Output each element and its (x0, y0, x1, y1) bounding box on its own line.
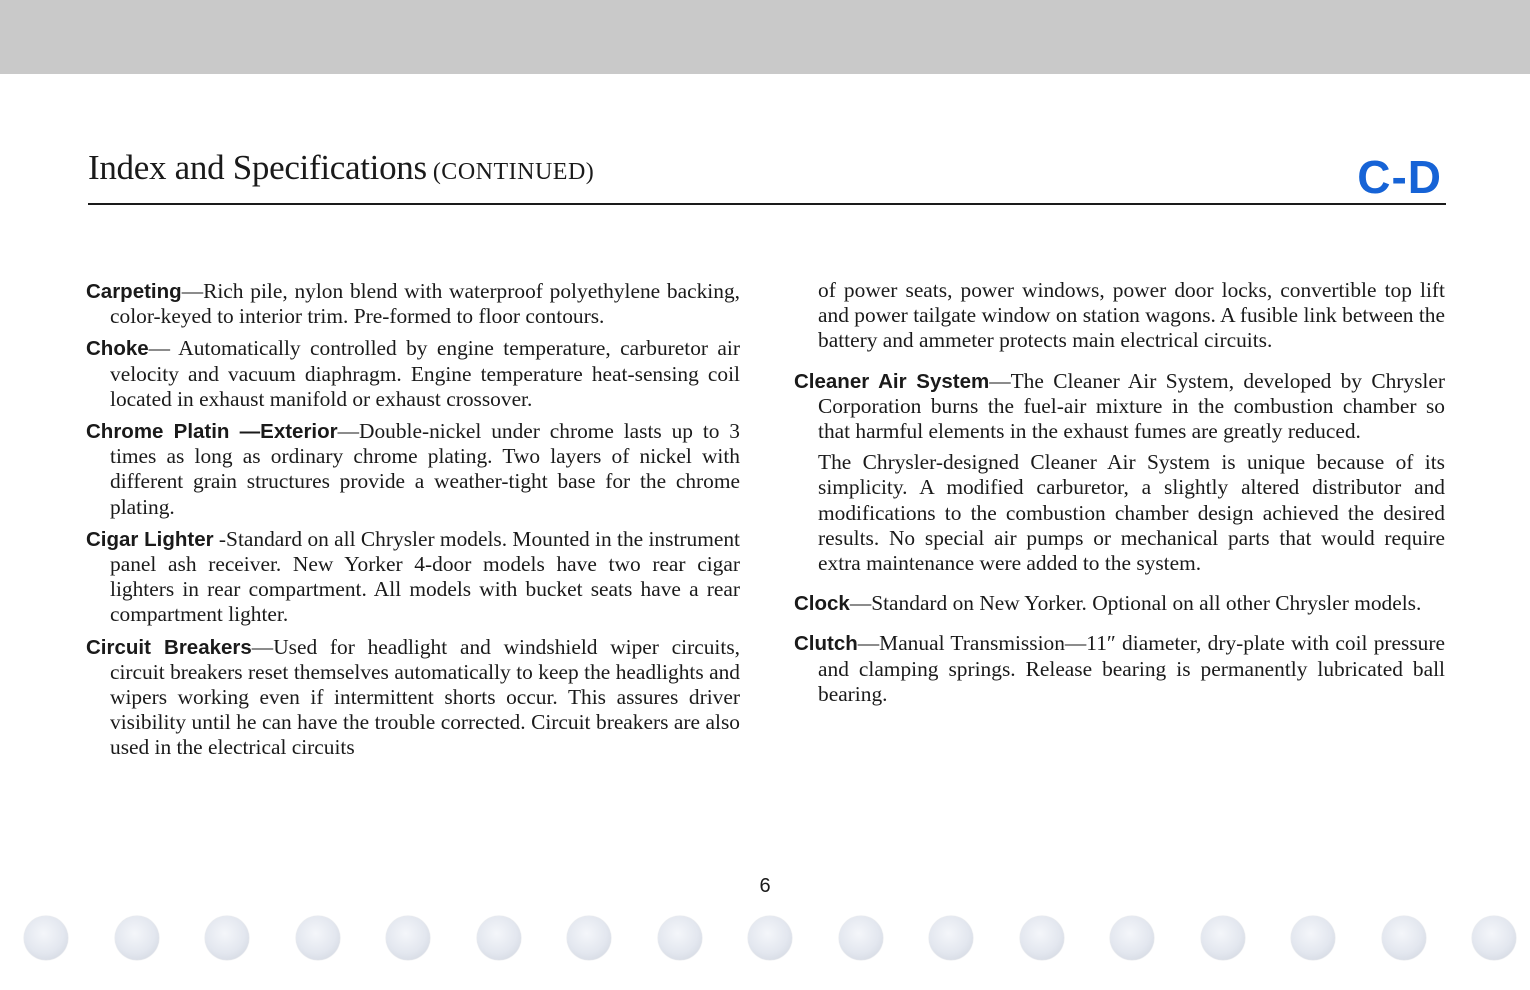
entry-term: Chrome Platin —Exterior (86, 420, 338, 444)
binder-hole (748, 916, 792, 960)
right-column (794, 278, 1445, 714)
entry-text: —Standard on New Yorker. Optional on all other Chrysler models. (849, 591, 1422, 616)
entry-term: Circuit Breakers (86, 635, 252, 659)
title-subtitle: (CONTINUED) (432, 159, 595, 185)
page-number: 6 (759, 875, 771, 897)
entry-term: Clock (794, 592, 850, 616)
binder-hole (24, 916, 68, 960)
page-title (88, 148, 594, 188)
binder-hole (567, 916, 611, 960)
binder-hole (1020, 916, 1064, 960)
entry-paragraph: The Chrysler-designed Cleaner Air System is unique because of its simplicity. A modified carburetor, a slightly altered distributor and modifications to the combustion chamber design achieved the desired results. No special air pumps or mechanical parts that would require extra maintenance were added to the system. (818, 450, 1445, 576)
entry-text: —Manual Transmission—11″ diameter, dry-plate with coil pressure and clamping springs. Release bearing is permanently lubricated ball bearing. (818, 631, 1445, 706)
entry-cleaner-air-system (794, 369, 1445, 445)
entry-text: —Used for headlight and windshield wiper circuits, circuit breakers reset themselves automatically to keep the headlights and wipers working even if intermittent shorts occur. This assures driver visibility until he can have the trouble corrected. Circuit breakers are also used in the electrical circuits (110, 634, 740, 760)
entry-text: —Rich pile, nylon blend with waterproof polyethylene backing, color-keyed to interior trim. Pre-formed to floor contours. (110, 279, 740, 329)
entry-term: Cigar Lighter (86, 527, 214, 551)
binder-hole (1382, 916, 1426, 960)
entry-continuation: of power seats, power windows, power door locks, convertible top lift and power tailgate window on station wagons. A fusible link between the battery and ammeter protects main electrical circuits. (818, 278, 1445, 353)
title-text: Index and Specifications (88, 148, 427, 187)
binder-hole (1110, 916, 1154, 960)
binder-hole (1291, 916, 1335, 960)
entry-term: Choke (86, 337, 149, 361)
binder-hole (658, 916, 702, 960)
header-rule (88, 203, 1446, 205)
section-code: C-D (1357, 151, 1442, 203)
entry-circuit-breakers (86, 635, 740, 761)
binder-hole (1201, 916, 1245, 960)
binder-hole (386, 916, 430, 960)
left-column (86, 279, 740, 768)
binder-hole (839, 916, 883, 960)
entry-clock (794, 591, 1445, 616)
binder-holes (0, 916, 1530, 964)
entry-term: Clutch (794, 632, 858, 656)
entry-carpeting (86, 279, 740, 329)
entry-clutch (794, 631, 1445, 707)
binder-hole (929, 916, 973, 960)
entry-choke (86, 336, 740, 412)
entry-text: —Double-nickel under chrome lasts up to 3 times as long as ordinary chrome plating. Two layers of nickel with different grain structures provide a weather-tight base for the chrome plating. (110, 419, 740, 519)
binder-hole (115, 916, 159, 960)
binder-hole (1472, 916, 1516, 960)
entry-term: Cleaner Air System (794, 369, 990, 393)
entry-text: — Automatically controlled by engine temperature, carburetor air velocity and vacuum diaphragm. Engine temperature heat-sensing coil located in exhaust manifold or exhaust crossover. (110, 336, 740, 411)
entry-text: —The Cleaner Air System, developed by Chrysler Corporation burns the fuel-air mixture in the combustion chamber so that harmful elements in the exhaust fumes are greatly reduced. (818, 368, 1445, 444)
entry-term: Carpeting (86, 280, 182, 303)
binder-hole (205, 916, 249, 960)
binder-hole (296, 916, 340, 960)
top-band (0, 0, 1530, 74)
binder-hole (477, 916, 521, 960)
page-header (88, 140, 1446, 206)
entry-text: -Standard on all Chrysler models. Mounted in the instrument panel ash receiver. New Yorker 4-door models have two rear cigar lighters in rear compartment. All models with bucket seats have a rear compartment lighter. (110, 526, 740, 627)
entry-chrome-plating (86, 419, 740, 520)
entry-cigar-lighter (86, 527, 740, 628)
